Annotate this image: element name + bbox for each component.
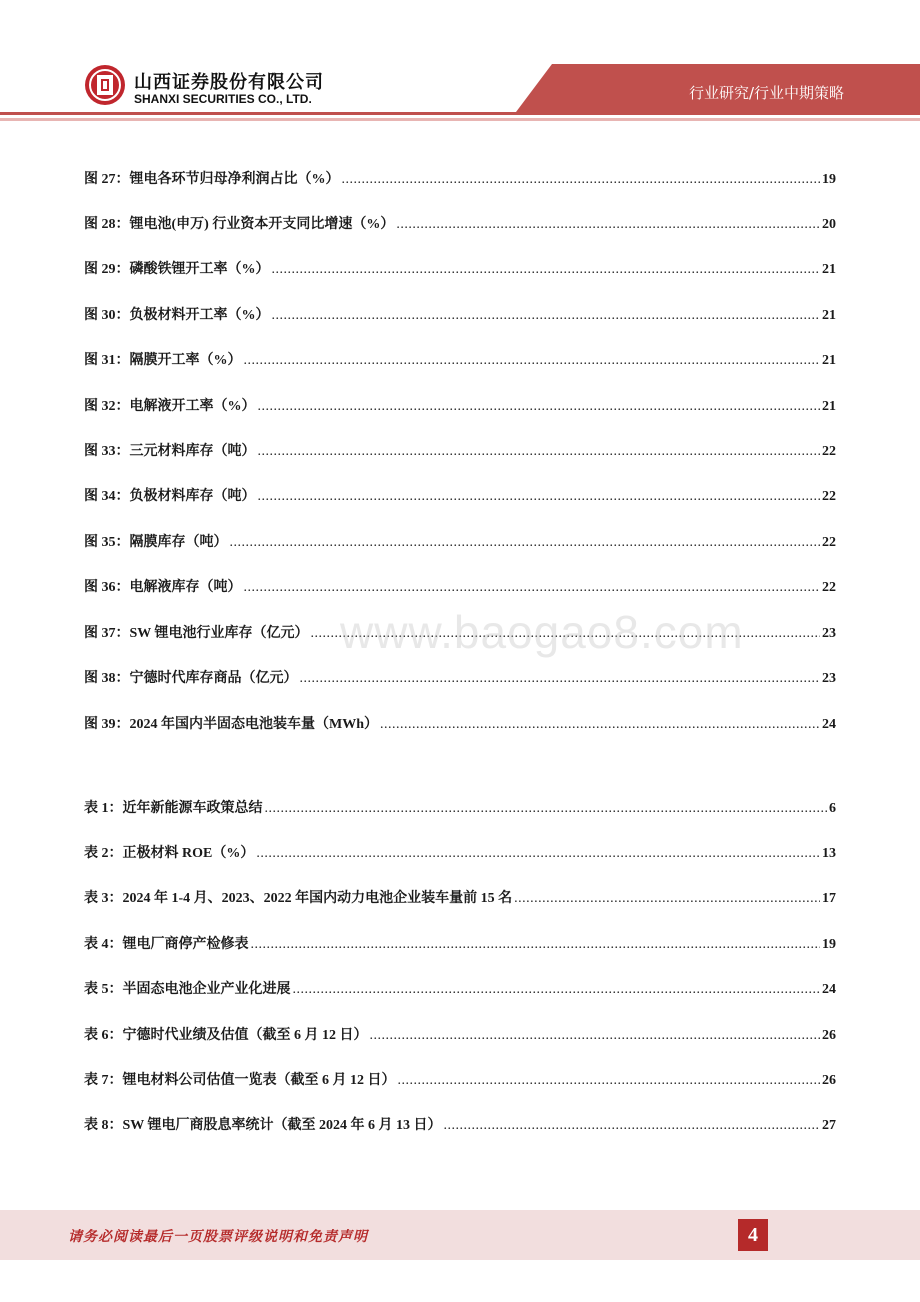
page-ref: 23	[822, 626, 836, 641]
page-ref: 13	[822, 846, 836, 861]
page-ref: 26	[822, 1028, 836, 1043]
dot-leader	[293, 982, 821, 998]
toc-figure-row[interactable]	[84, 304, 836, 326]
figure-number: 图 35：	[84, 535, 130, 550]
table-number: 表 7：	[84, 1073, 123, 1088]
company-name-cn: 山西证券股份有限公司	[134, 72, 324, 93]
figure-title: 负极材料库存（吨）	[129, 489, 256, 504]
page-ref: 24	[822, 982, 836, 997]
company-name-en: SHANXI SECURITIES CO., LTD.	[134, 92, 312, 106]
figure-number: 图 31：	[84, 353, 130, 368]
figure-number: 图 30：	[84, 308, 130, 323]
figure-number: 图 34：	[84, 489, 130, 504]
figure-title: 三元材料库存（吨）	[129, 444, 256, 459]
page-ref: 21	[822, 308, 836, 323]
table-number: 表 8：	[84, 1118, 123, 1133]
page-ref: 22	[822, 580, 836, 595]
dot-leader	[251, 937, 821, 953]
dot-leader	[370, 1028, 821, 1044]
page-ref: 20	[822, 217, 836, 232]
table-title: 正极材料 ROE（%）	[122, 846, 255, 861]
dot-leader	[256, 846, 820, 862]
dot-leader	[342, 172, 821, 188]
page-ref: 22	[822, 535, 836, 550]
figure-number: 图 37：	[84, 626, 130, 641]
figure-number: 图 29：	[84, 262, 130, 277]
dot-leader	[244, 580, 821, 596]
figure-title: 电解液库存（吨）	[129, 580, 242, 595]
page-ref: 19	[822, 172, 836, 187]
report-type-label: 行业研究/行业中期策略	[688, 84, 844, 102]
table-title: 锂电厂商停产检修表	[122, 937, 249, 952]
figure-title: 2024 年国内半固态电池装车量（MWh）	[129, 717, 378, 732]
dot-leader	[272, 308, 821, 324]
dot-leader	[258, 489, 821, 505]
watermark: www.baogao8.com	[340, 606, 744, 658]
dot-leader	[300, 671, 821, 687]
table-title: 2024 年 1-4 月、2023、2022 年国内动力电池企业装车量前 15 名	[122, 891, 513, 906]
toc-table-row[interactable]	[84, 1114, 836, 1136]
figure-number: 图 38：	[84, 671, 130, 686]
figure-number: 图 39：	[84, 717, 130, 732]
figure-title: 电解液开工率（%）	[129, 399, 256, 414]
page-ref: 26	[822, 1073, 836, 1088]
toc-table-row[interactable]	[84, 797, 836, 819]
dot-leader	[244, 353, 821, 369]
page-ref: 22	[822, 444, 836, 459]
page-ref: 23	[822, 671, 836, 686]
header-banner	[0, 0, 920, 130]
table-title: 半固态电池企业产业化进展	[122, 982, 291, 997]
toc-figure-row[interactable]	[84, 213, 836, 235]
page-ref: 6	[829, 801, 836, 816]
page-ref: 19	[822, 937, 836, 952]
dot-leader	[258, 444, 821, 460]
toc-table-row[interactable]	[84, 842, 836, 864]
page-ref: 21	[822, 262, 836, 277]
toc-figure-row[interactable]	[84, 395, 836, 417]
page-ref: 21	[822, 399, 836, 414]
page-ref: 21	[822, 353, 836, 368]
table-number: 表 1：	[84, 801, 123, 816]
page-ref: 17	[822, 891, 836, 906]
toc-figure-row[interactable]	[84, 667, 836, 689]
toc-figure-row[interactable]	[84, 440, 836, 462]
dot-leader	[230, 535, 821, 551]
table-title: SW 锂电厂商股息率统计（截至 2024 年 6 月 13 日）	[122, 1118, 442, 1133]
page-number: 4	[738, 1219, 768, 1251]
page-header	[0, 0, 920, 130]
dot-leader	[258, 399, 821, 415]
figure-title: SW 锂电池行业库存（亿元）	[129, 626, 309, 641]
toc-figure-row[interactable]	[84, 258, 836, 280]
dot-leader	[272, 262, 821, 278]
shanxi-securities-logo-icon	[84, 64, 126, 106]
table-number: 表 4：	[84, 937, 123, 952]
dot-leader	[380, 717, 820, 733]
figure-title: 磷酸铁锂开工率（%）	[129, 262, 270, 277]
table-number: 表 3：	[84, 891, 123, 906]
dot-leader	[265, 801, 828, 817]
figure-number: 图 27：	[84, 172, 130, 187]
figure-number: 图 32：	[84, 399, 130, 414]
dot-leader	[444, 1118, 820, 1134]
disclaimer-text: 请务必阅读最后一页股票评级说明和免责声明	[68, 1229, 368, 1245]
table-title: 宁德时代业绩及估值（截至 6 月 12 日）	[122, 1028, 368, 1043]
toc-table-row[interactable]	[84, 933, 836, 955]
dot-leader	[396, 217, 820, 233]
toc-figure-row[interactable]	[84, 485, 836, 507]
page-ref: 22	[822, 489, 836, 504]
figure-number: 图 28：	[84, 217, 130, 232]
toc-figure-row[interactable]	[84, 713, 836, 735]
toc-table-row[interactable]	[84, 887, 836, 909]
toc-figure-row[interactable]	[84, 168, 836, 190]
figure-title: 隔膜库存（吨）	[129, 535, 228, 550]
table-number: 表 6：	[84, 1028, 123, 1043]
figure-title: 锂电池(申万) 行业资本开支同比增速（%）	[129, 217, 395, 232]
dot-leader	[514, 891, 820, 907]
toc-figure-row[interactable]	[84, 349, 836, 371]
figure-number: 图 36：	[84, 580, 130, 595]
figure-title: 隔膜开工率（%）	[129, 353, 242, 368]
page-ref: 24	[822, 717, 836, 732]
toc-figure-row[interactable]	[84, 531, 836, 553]
dot-leader	[398, 1073, 821, 1089]
figure-number: 图 33：	[84, 444, 130, 459]
toc-table-row[interactable]	[84, 978, 836, 1000]
toc-table-row[interactable]	[84, 1024, 836, 1046]
table-number: 表 2：	[84, 846, 123, 861]
table-title: 近年新能源车政策总结	[122, 801, 263, 816]
toc-figure-row[interactable]	[84, 576, 836, 598]
figure-title: 宁德时代库存商品（亿元）	[129, 671, 298, 686]
toc-table-row[interactable]	[84, 1069, 836, 1091]
figure-title: 锂电各环节归母净利润占比（%）	[129, 172, 340, 187]
table-title: 锂电材料公司估值一览表（截至 6 月 12 日）	[122, 1073, 396, 1088]
page-ref: 27	[822, 1118, 836, 1133]
figure-title: 负极材料开工率（%）	[129, 308, 270, 323]
table-number: 表 5：	[84, 982, 123, 997]
page-footer	[0, 1210, 920, 1260]
